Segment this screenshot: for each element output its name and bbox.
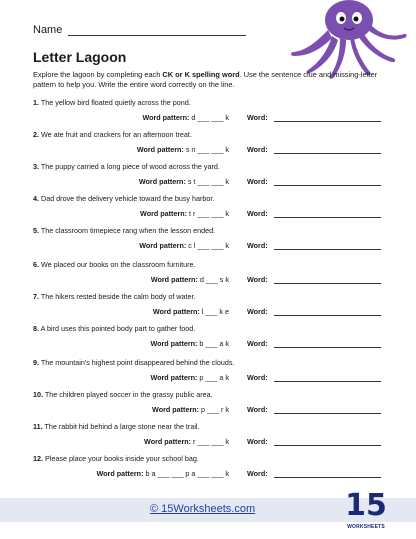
question-sentence: Please place your books inside your school bag. — [45, 454, 199, 463]
question-number: 1. — [33, 98, 39, 107]
word-pattern — [142, 113, 229, 122]
question-sentence: The yellow bird floated quietly across the pond. — [40, 98, 191, 107]
word-pattern-value: r ___ ___ k — [193, 437, 229, 446]
word-pattern — [151, 275, 229, 284]
question-sentence: The puppy carried a long piece of wood across the yard. — [40, 162, 220, 171]
word-pattern-value: d ___ s k — [199, 275, 229, 284]
word-label: Word: — [247, 275, 268, 284]
word-pattern-label: Word pattern: — [96, 469, 144, 478]
instructions-part2: . Use the sentence clue and missing-letter pattern to help you. Write the entire word correctly on the line. — [33, 70, 378, 89]
question-5 — [33, 226, 383, 253]
word-pattern-value: d ___ ___ k — [191, 113, 229, 122]
word-label: Word: — [247, 307, 268, 316]
word-pattern-label: Word pattern: — [142, 113, 190, 122]
word-pattern-label: Word pattern: — [138, 177, 186, 186]
question-number: 6. — [33, 260, 39, 269]
word-pattern-value: b a ___ ___ p a ___ ___ k — [145, 469, 229, 478]
footer-link[interactable]: © 15Worksheets.com — [150, 503, 256, 515]
word-pattern-label: Word pattern: — [152, 405, 200, 414]
word-answer — [247, 469, 381, 478]
word-pattern-value: s n ___ ___ k — [185, 145, 229, 154]
name-line[interactable] — [68, 25, 246, 36]
word-pattern-value: p ___ r k — [201, 405, 229, 414]
question-number: 8. — [33, 324, 39, 333]
question-sentence: The hikers rested beside the calm body of water. — [40, 292, 196, 301]
question-number: 5. — [33, 226, 39, 235]
question-1 — [33, 98, 383, 125]
word-answer — [247, 373, 381, 382]
word-answer — [247, 113, 381, 122]
answer-line[interactable] — [274, 114, 381, 122]
octopus-illustration — [288, 0, 410, 80]
word-label: Word: — [247, 209, 268, 218]
word-pattern — [152, 405, 229, 414]
word-pattern-label: Word pattern: — [144, 437, 192, 446]
question-number: 12. — [33, 454, 43, 463]
word-pattern — [137, 145, 229, 154]
word-pattern — [139, 241, 229, 250]
word-answer — [247, 307, 381, 316]
question-2 — [33, 130, 383, 157]
name-field — [33, 24, 246, 36]
word-pattern-value: l ___ k e — [201, 307, 229, 316]
question-7 — [33, 292, 383, 319]
question-sentence: We placed our books on the classroom furniture. — [41, 260, 196, 269]
word-pattern-label: Word pattern: — [150, 275, 198, 284]
word-pattern-label: Word pattern: — [150, 373, 198, 382]
question-sentence: The classroom timepiece rang when the lesson ended. — [40, 226, 216, 235]
word-pattern — [153, 307, 229, 316]
logo-number: 15 — [345, 488, 387, 523]
word-pattern — [150, 339, 229, 348]
word-pattern-label: Word pattern: — [139, 241, 187, 250]
word-pattern-value: t r ___ ___ k — [189, 209, 229, 218]
question-sentence: A bird uses this pointed body part to gather food. — [40, 324, 196, 333]
question-8 — [33, 324, 383, 351]
word-pattern-label: Word pattern: — [136, 145, 184, 154]
word-label: Word: — [247, 339, 268, 348]
word-label: Word: — [247, 113, 268, 122]
word-pattern-label: Word pattern: — [140, 209, 188, 218]
question-number: 2. — [33, 130, 39, 139]
answer-line[interactable] — [274, 146, 381, 154]
question-number: 10. — [33, 390, 43, 399]
question-number: 7. — [33, 292, 39, 301]
question-number: 11. — [33, 422, 43, 431]
word-pattern — [140, 209, 229, 218]
word-label: Word: — [247, 405, 268, 414]
question-number: 9. — [33, 358, 39, 367]
word-pattern — [150, 373, 229, 382]
word-label: Word: — [247, 469, 268, 478]
answer-line[interactable] — [274, 242, 381, 250]
word-answer — [247, 437, 381, 446]
question-number: 4. — [33, 194, 39, 203]
word-pattern — [139, 177, 229, 186]
word-pattern — [96, 469, 229, 478]
word-answer — [247, 145, 381, 154]
answer-line[interactable] — [274, 210, 381, 218]
word-answer — [247, 339, 381, 348]
question-sentence: We ate fruit and crackers for an afternoon treat. — [41, 130, 192, 139]
question-sentence: The rabbit hid behind a large stone near the trail. — [44, 422, 200, 431]
word-label: Word: — [247, 373, 268, 382]
name-label: Name — [33, 24, 63, 36]
answer-line[interactable] — [274, 340, 381, 348]
question-number: 3. — [33, 162, 39, 171]
word-label: Word: — [247, 241, 268, 250]
word-label: Word: — [247, 177, 268, 186]
word-pattern-label: Word pattern: — [150, 339, 198, 348]
question-sentence: The children played soccer in the grassy public area. — [44, 390, 213, 399]
word-answer — [247, 241, 381, 250]
word-pattern-value: b ___ a k — [199, 339, 229, 348]
question-3 — [33, 162, 383, 189]
answer-line[interactable] — [274, 308, 381, 316]
question-9 — [33, 358, 383, 385]
instructions-part1: Explore the lagoon by completing each — [33, 70, 163, 79]
word-answer — [247, 405, 381, 414]
word-answer — [247, 177, 381, 186]
question-sentence: Dad drove the delivery vehicle toward the busy harbor. — [41, 194, 215, 203]
word-label: Word: — [247, 437, 268, 446]
word-pattern-value: p ___ a k — [199, 373, 229, 382]
question-11 — [33, 422, 383, 449]
question-12 — [33, 454, 383, 481]
word-pattern — [144, 437, 229, 446]
answer-line[interactable] — [274, 178, 381, 186]
question-10 — [33, 390, 383, 417]
answer-line[interactable] — [274, 438, 381, 446]
instructions — [33, 70, 383, 90]
answer-line[interactable] — [274, 374, 381, 382]
question-4 — [33, 194, 383, 221]
word-answer — [247, 275, 381, 284]
question-sentence: The mountain's highest point disappeared behind the clouds. — [40, 358, 235, 367]
word-pattern-value: c l ___ ___ k — [188, 241, 229, 250]
instructions-bold: CK or K spelling word — [162, 70, 240, 79]
word-label: Word: — [247, 145, 268, 154]
answer-line[interactable] — [274, 470, 381, 478]
word-pattern-label: Word pattern: — [152, 307, 200, 316]
logo-wordmark: WORKSHEETS — [347, 524, 385, 530]
worksheet-title: Letter Lagoon — [33, 49, 127, 65]
word-answer — [247, 209, 381, 218]
answer-line[interactable] — [274, 276, 381, 284]
word-pattern-value: s t ___ ___ k — [187, 177, 229, 186]
site-logo — [344, 488, 388, 536]
answer-line[interactable] — [274, 406, 381, 414]
question-6 — [33, 260, 383, 287]
